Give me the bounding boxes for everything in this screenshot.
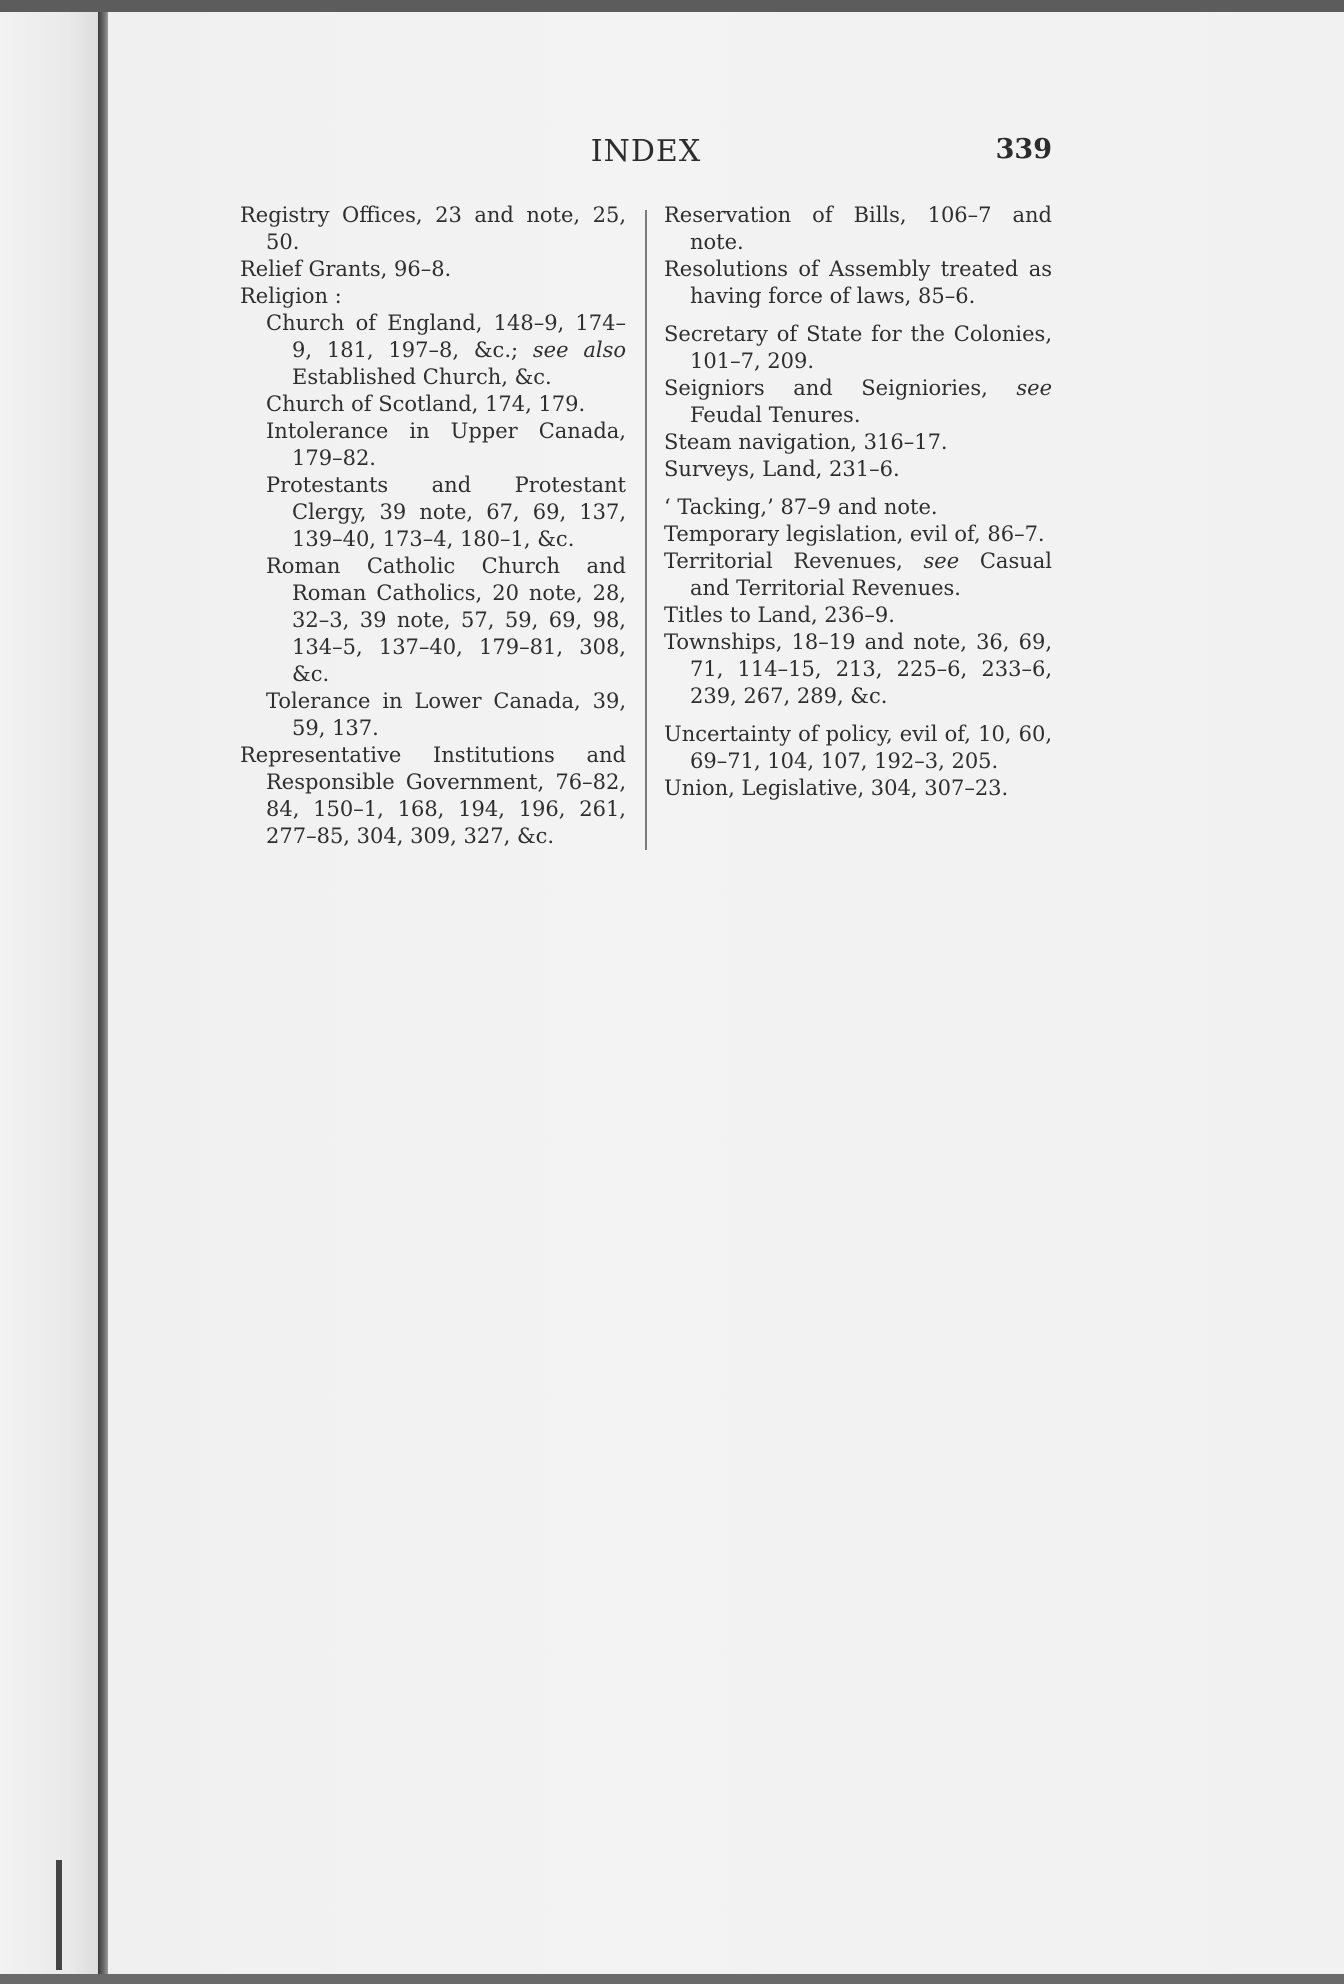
subentry-text: Church of England, 148–9, 174–9, 181, 197–8, &c.; xyxy=(266,311,626,362)
index-entry: Temporary legislation, evil of, 86–7. xyxy=(664,522,1045,546)
index-subentry: Protestants and Protestant Clergy, 39 note, 67, 69, 137, 139–40, 173–4, 180–1, &c. xyxy=(266,473,626,551)
see-also-reference: see also xyxy=(532,338,626,362)
index-column-left xyxy=(240,202,626,850)
book-spine xyxy=(98,12,108,1974)
see-reference: see xyxy=(1016,376,1052,400)
index-entry: Uncertainty of policy, evil of, 10, 60, 69–71, 104, 107, 192–3, 205. xyxy=(664,722,1052,773)
index-column-right xyxy=(664,202,1052,802)
index-subentry: Church of Scotland, 174, 179. xyxy=(266,392,586,416)
index-subentry: Tolerance in Lower Canada, 39, 59, 137. xyxy=(266,689,626,740)
index-subentry xyxy=(266,310,626,391)
index-entry: Reservation of Bills, 106–7 and note. xyxy=(664,203,1052,254)
index-entry: Registry Offices, 23 and note, 25, 50. xyxy=(240,203,626,254)
index-subentry: Roman Catholic Church and Roman Catholics, 20 note, 28, 32–3, 39 note, 57, 59, 69, 98, 134–5, 137–40, 179–81, 308, &c. xyxy=(266,554,626,686)
column-divider xyxy=(645,210,647,850)
see-reference: see xyxy=(923,549,960,573)
index-entry: Titles to Land, 236–9. xyxy=(664,603,895,627)
index-entry xyxy=(664,375,1052,429)
entry-text: Territorial Revenues, xyxy=(664,549,924,573)
index-entry: Representative Institutions and Responsible Government, 76–82, 84, 150–1, 168, 194, 196, 261, 277–85, 304, 309, 327, &c. xyxy=(240,743,626,848)
subentry-text: Established Church, &c. xyxy=(292,365,552,389)
index-entry: Resolutions of Assembly treated as having force of laws, 85–6. xyxy=(664,257,1052,308)
index-entry: Surveys, Land, 231–6. xyxy=(664,457,900,481)
running-header xyxy=(240,134,1052,174)
index-entry: ‘ Tacking,’ 87–9 and note. xyxy=(664,495,938,519)
spine-shadow xyxy=(56,1860,62,1970)
facing-page-edge xyxy=(0,12,98,1974)
index-entry: Secretary of State for the Colonies, 101–7, 209. xyxy=(664,322,1052,373)
scan-bottom-border xyxy=(0,1974,1344,1984)
index-entry: Relief Grants, 96–8. xyxy=(240,257,452,281)
index-entry xyxy=(664,548,1052,602)
scan-top-border xyxy=(0,0,1344,12)
index-entry: Religion : xyxy=(240,284,342,308)
index-subentry: Intolerance in Upper Canada, 179–82. xyxy=(266,419,626,470)
index-entry: Union, Legislative, 304, 307–23. xyxy=(664,776,1009,800)
page-title: INDEX xyxy=(590,134,702,169)
page-number: 339 xyxy=(995,134,1052,165)
index-entry: Steam navigation, 316–17. xyxy=(664,430,948,454)
entry-text: Seigniors and Seigniories, xyxy=(664,376,1017,400)
entry-text: Feudal Tenures. xyxy=(690,403,861,427)
entry-text: Casual and Territorial Revenues. xyxy=(690,549,1052,600)
index-entry: Townships, 18–19 and note, 36, 69, 71, 114–15, 213, 225–6, 233–6, 239, 267, 289, &c. xyxy=(664,630,1052,708)
